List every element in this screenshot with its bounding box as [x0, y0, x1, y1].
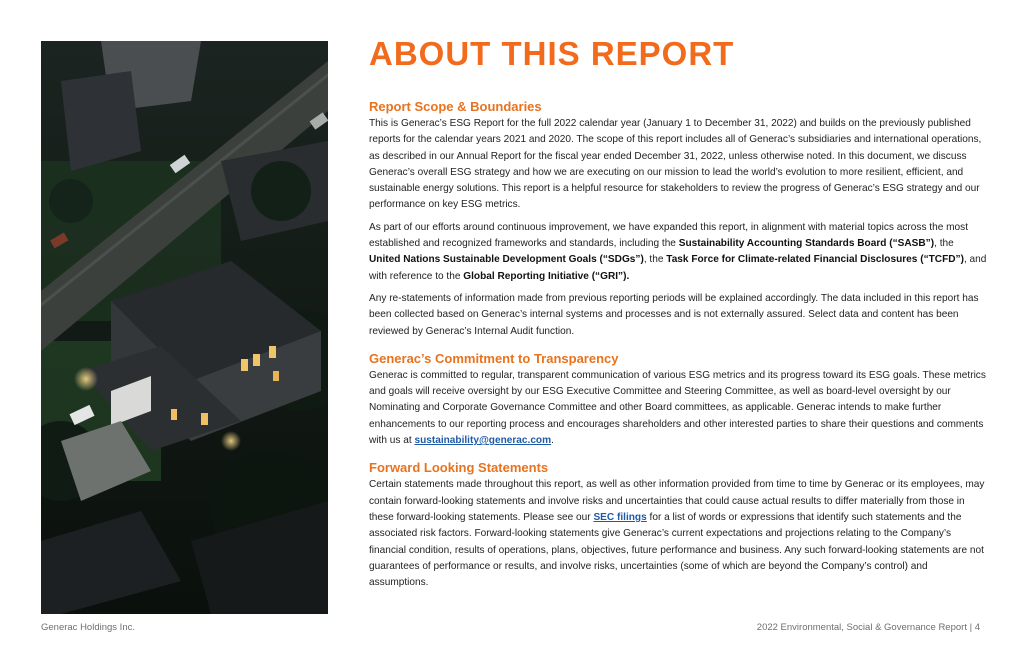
page-title: ABOUT THIS REPORT [369, 35, 735, 72]
footer-report-page: 2022 Environmental, Social & Governance Report | 4 [756, 622, 980, 633]
section-heading-scope: Report Scope & Boundaries [369, 99, 542, 114]
sustainability-email-link[interactable]: sustainability@generac.com [414, 435, 552, 447]
scope-paragraph-1: This is Generac’s ESG Report for the full 2022 calendar year (January 1 to December 31, 2022) and builds on the previously published reports for the calendar years 2021 and 2020. The scope of this report includes all of Generac’s subsidiaries and international operations, as described in our Annual Report for the fiscal year ended December 31, 2022, unless otherwise noted. In this document, we discuss Generac’s overall ESG strategy and how we are executing on our mission to lead the world’s evolution to more resilient, efficient, and sustainable energy solutions. This report is a helpful resource for stakeholders to review the progress of Generac’s ESG strategy and our performance on key ESG metrics. [369, 118, 982, 211]
forward-looking-paragraph: Certain statements made throughout this report, as well as other information provided from time to time by Generac or its employees, may contain forward-looking statements and involve risks and uncertainties that could cause actual results to differ materially from those in these forward-looking statements. Please see our SEC filings for a list of words or expressions that identify such statements and the associated risk factors. Forward-looking statements give Generac’s current expectations and projections relating to the Company’s financial condition, results of operations, plans, objectives, future performance and business. Any such forward-looking statements are not guarantees of performance or results, and involve risks, uncertainties (some of which are beyond the Company’s control) and assumptions. [369, 479, 985, 589]
scope-paragraph-3: Any re-statements of information made from previous reporting periods will be explained accordingly. The data included in this report has been collected based on Generac’s internal systems and processes and is not externally assured. Select data and content has been reviewed by Generac’s Internal Audit function. [369, 292, 979, 337]
footer-company-name: Generac Holdings Inc. [41, 622, 135, 633]
gri-label: Global Reporting Initiative (“GRI”). [463, 270, 630, 282]
transparency-paragraph: Generac is committed to regular, transparent communication of various ESG metrics and its progress toward its ESG goals. These metrics and goals will receive oversight by our ESG Executive Committee and Steering Committee, as well as board-level oversight by our Nominating and Corporate Governance Committee and other Board committees, as applicable. Generac intends to make further enhancements to our reporting process and encourages shareholders and other interested parties to share their questions and comments with us at sustainability@generac.com. [369, 369, 986, 447]
sdgs-label: United Nations Sustainable Development Goals (“SDGs”) [369, 254, 644, 266]
section-heading-transparency: Generac’s Commitment to Transparency [369, 350, 619, 366]
sasb-label: Sustainability Accounting Standards Board (“SASB”) [678, 238, 935, 250]
section-heading-forward-looking: Forward Looking Statements [369, 460, 549, 476]
sec-filings-link[interactable]: SEC filings [593, 511, 647, 523]
scope-paragraph-2: As part of our efforts around continuous improvement, we have expanded this report, in alignment with material topics across the most established and recognized frameworks and standards, including the Sustainability Accounting Standards Board (“SASB”), the United Nations Sustainable Development Goals (“SDGs”), the Task Force for Climate-related Financial Disclosures (“TCFD”), and with reference to the Global Reporting Initiative (“GRI”). [369, 221, 987, 282]
house-night-aerial-photo [41, 41, 328, 614]
tcfd-label: Task Force for Climate-related Financial Disclosures (“TCFD”) [666, 254, 964, 266]
report-content [369, 34, 987, 591]
